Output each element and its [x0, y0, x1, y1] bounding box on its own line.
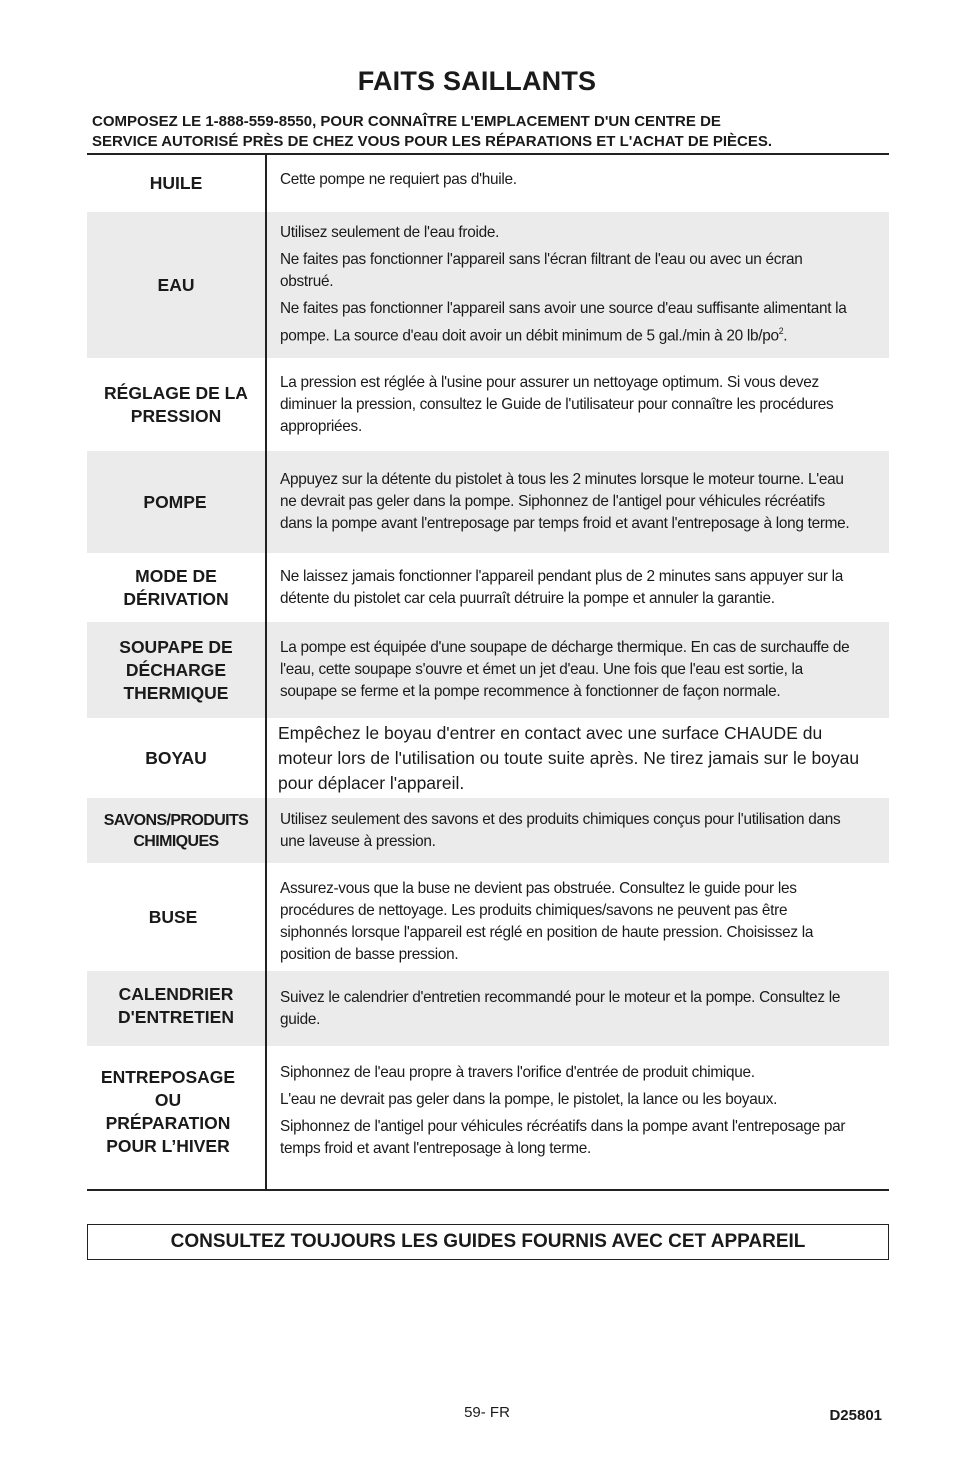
description-paragraph: La pompe est équipée d'une soupape de décharge thermique. En cas de surchauffe de l'eau, cette soupape s'ouvre et émet un jet d'eau. Une fois que l'eau est sortie, la soupape se ferme et la pompe recommence à fonctionner de façon normale.: [280, 639, 850, 700]
table-row-boyau: [87, 718, 889, 798]
page-number: 59- FR: [464, 1404, 510, 1421]
notice-line-2: SERVICE AUTORISÉ PRÈS DE CHEZ VOUS POUR LES RÉPARATIONS ET L'ACHAT DE PIÈCES.: [92, 133, 773, 150]
row-label: BUSE: [148, 906, 198, 927]
row-description: [280, 1046, 857, 1190]
page-title: FAITS SAILLANTS: [357, 66, 597, 96]
description-paragraph: Ne faites pas fonctionner l'appareil sans l'écran filtrant de l'eau ou avec un écran obstrué.: [280, 251, 803, 291]
description-paragraph: Suivez le calendrier d'entretien recommandé pour le moteur et la pompe. Consultez le guide.: [280, 988, 841, 1028]
row-description: [280, 971, 857, 1046]
row-label: RÉGLAGE DE LA PRESSION: [104, 382, 248, 426]
table-row-huile: [87, 155, 889, 212]
row-description: [280, 155, 857, 212]
row-description: [280, 212, 857, 358]
table-row-soupape-decharge: [87, 622, 889, 718]
table-row-savons-produits: [87, 798, 889, 863]
row-label: MODE DE DÉRIVATION: [123, 565, 229, 609]
row-description: [280, 358, 857, 451]
service-phone-notice: [92, 112, 892, 152]
row-label: CALENDRIER D'ENTRETIEN: [118, 983, 234, 1027]
description-paragraph: Ne faites pas fonctionner l'appareil sans avoir une source d'eau suffisante alimentant la pompe. La source d'eau doit avoir un débit minimum de 5 gal./min à 20 $lb/po^2$.: [280, 300, 847, 345]
description-paragraph: Utilisez seulement des savons et des produits chimiques conçus pour l'utilisation dans une laveuse à pression.: [280, 810, 841, 850]
consult-guides-banner: CONSULTEZ TOUJOURS LES GUIDES FOURNIS AVEC CET APPAREIL: [87, 1224, 889, 1260]
description-paragraph: Empêchez le boyau d'entrer en contact avec une surface CHAUDE du moteur lors de l'utilisation ou toute suite après. Ne tirez jamais sur le boyau pour déplacer l'appareil.: [278, 722, 860, 793]
description-paragraph: L'eau ne devrait pas geler dans la pompe, le pistolet, la lance ou les boyaux.: [280, 1091, 778, 1108]
row-label: SAVONS/PRODUITS CHIMIQUES: [103, 811, 249, 850]
table-row-mode-derivation: [87, 553, 889, 622]
table-row-pompe: [87, 451, 889, 553]
description-paragraph: Assurez-vous que la buse ne devient pas obstruée. Consultez le guide pour les procédures de nettoyage. Les produits chimiques/savons ne peuvent pas être siphonnés lorsque l'appareil est réglé en position de haute pression. Choisissez la position de basse pression.: [280, 880, 814, 963]
row-description: [280, 798, 857, 863]
description-paragraph: Siphonnez de l'antigel pour véhicules récréatifs dans la pompe avant l'entreposage par temps froid et avant l'entreposage à long terme.: [280, 1118, 846, 1157]
table-row-entreposage: [87, 1046, 889, 1190]
table-row-eau: [87, 212, 889, 358]
description-paragraph: Appuyez sur la détente du pistolet à tous les 2 minutes lorsque le moteur tourne. L'eau ne devrait pas geler dans la pompe. Siphonnez de l'antigel pour véhicules récréatifs dans la pompe avant l'entreposage par temps froid et avant l'entreposage à long terme.: [280, 471, 850, 532]
row-description: [278, 718, 881, 798]
description-paragraph: Utilisez seulement de l'eau froide.: [280, 224, 500, 242]
row-label: SOUPAPE DE DÉCHARGE THERMIQUE: [119, 636, 233, 703]
row-label: POMPE: [143, 491, 207, 512]
row-description: [280, 553, 857, 622]
description-paragraph: La pression est réglée à l'usine pour assurer un nettoyage optimum. Si vous devez diminuer la pression, consultez le Guide de l'utilisateur pour connaître les procédures appropriées.: [280, 373, 834, 435]
row-label: EAU: [157, 274, 195, 295]
row-label: HUILE: [149, 173, 203, 193]
description-paragraph: Cette pompe ne requiert pas d'huile.: [280, 171, 517, 188]
row-description: [280, 622, 857, 718]
table-row-buse: [87, 863, 889, 971]
row-label: ENTREPOSAGE OU PRÉPARATION POUR L’HIVER: [100, 1067, 236, 1156]
description-paragraph: Siphonnez de l'eau propre à travers l'orifice d'entrée de produit chimique.: [280, 1064, 755, 1081]
column-divider: [265, 155, 267, 1191]
row-description: [280, 451, 857, 553]
row-description: [280, 863, 857, 971]
description-paragraph: Ne laissez jamais fonctionner l'appareil pendant plus de 2 minutes sans appuyer sur la détente du pistolet car cela puurraît détruire la pompe et annuler la garantie.: [280, 567, 844, 607]
notice-line-1: COMPOSEZ LE 1-888-559-8550, POUR CONNAÎTRE L'EMPLACEMENT D'UN CENTRE DE: [92, 113, 721, 130]
document-code: D25801: [829, 1407, 882, 1424]
row-label: BOYAU: [145, 747, 207, 768]
table-row-reglage-pression: [87, 358, 889, 451]
table-row-calendrier-entretien: [87, 971, 889, 1046]
